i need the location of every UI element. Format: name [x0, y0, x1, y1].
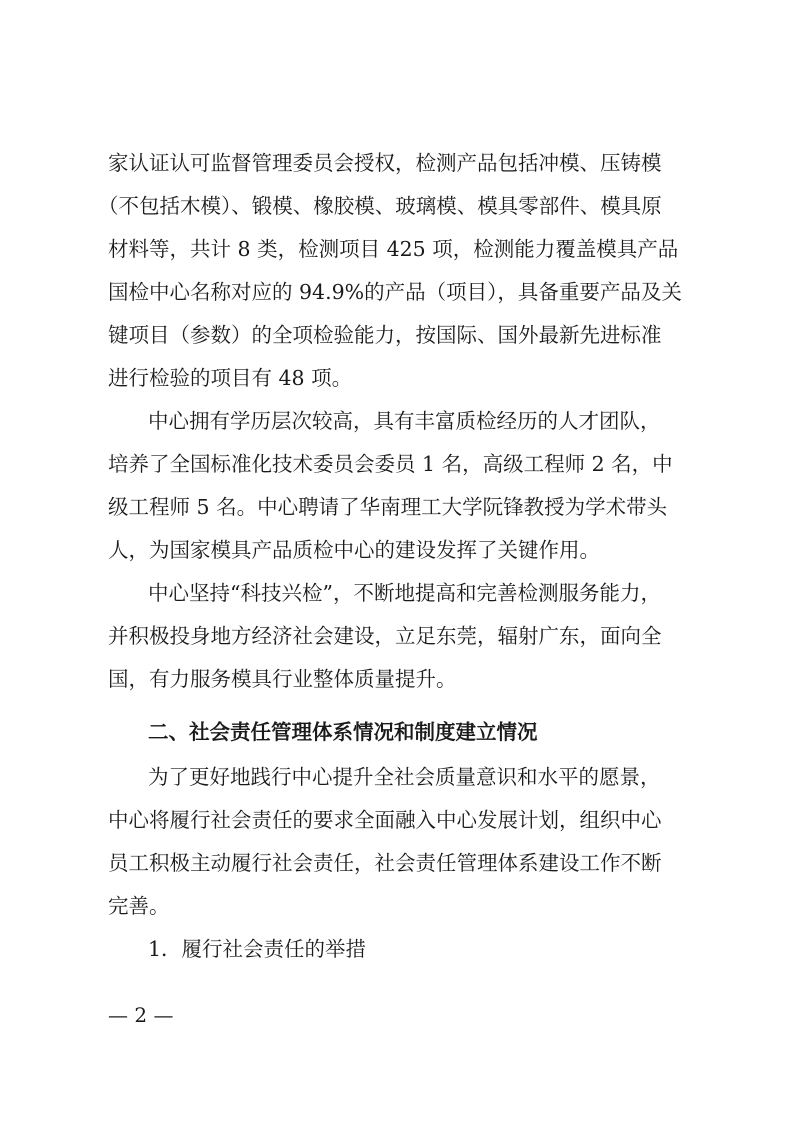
body-line: 并积极投身地方经济社会建设，立足东莞，辐射广东，面向全: [108, 624, 662, 648]
body-line: 中心将履行社会责任的要求全面融入中心发展计划，组织中心: [108, 808, 662, 832]
body-line: 员工积极主动履行社会责任，社会责任管理体系建设工作不断: [108, 851, 662, 875]
body-line: 级工程师 5 名。中心聘请了华南理工大学阮锋教授为学术带头: [108, 495, 668, 519]
page-number: — 2 —: [108, 1003, 174, 1027]
body-line: 家认证认可监督管理委员会授权，检测产品包括冲模、压铸模: [108, 151, 662, 175]
body-line: 材料等，共计 8 类，检测项目 425 项，检测能力覆盖模具产品: [108, 237, 679, 261]
body-line: （不包括木模）、锻模、橡胶模、玻璃模、模具零部件、模具原: [98, 194, 662, 218]
body-line: 键项目（参数）的全项检验能力，按国际、国外最新先进标准: [108, 323, 662, 347]
body-line: 国，有力服务模具行业整体质量提升。: [108, 667, 457, 691]
body-line: 完善。: [108, 894, 170, 918]
paragraph-first-line: 中心拥有学历层次较高，具有丰富质检经历的人才团队，: [148, 409, 661, 433]
body-line: 进行检验的项目有 48 项。: [108, 366, 353, 390]
body-line: 培养了全国标准化技术委员会委员 1 名，高级工程师 2 名，中: [108, 452, 673, 476]
paragraph-first-line: 为了更好地践行中心提升全社会质量意识和水平的愿景，: [148, 765, 661, 789]
body-line: 国检中心名称对应的 94.9%的产品（项目），具备重要产品及关: [108, 280, 682, 304]
section-heading: 二、社会责任管理体系情况和制度建立情况: [148, 720, 538, 744]
subsection-heading: 1．履行社会责任的举措: [148, 937, 367, 961]
paragraph-first-line: 中心坚持“科技兴检”，不断地提高和完善检测服务能力，: [148, 581, 661, 605]
body-line: 人，为国家模具产品质检中心的建设发挥了关键作用。: [108, 538, 600, 562]
